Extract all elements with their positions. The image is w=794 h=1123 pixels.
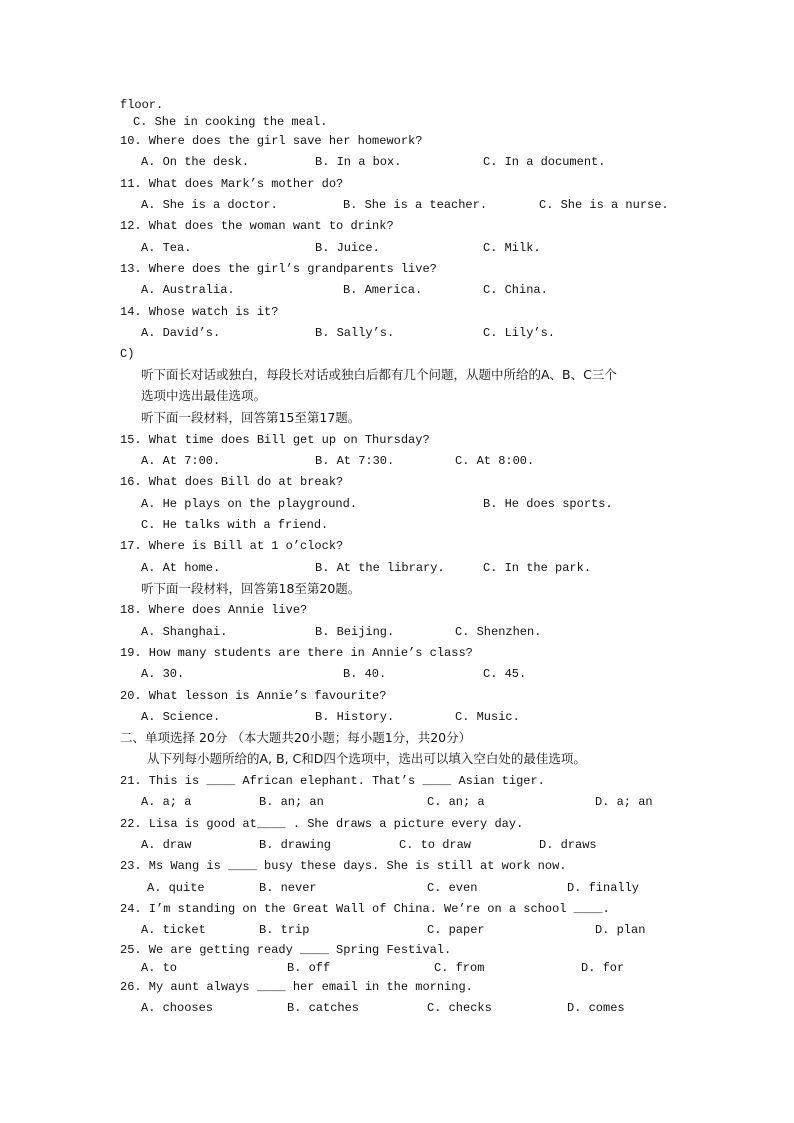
section-label: C): [120, 347, 135, 361]
question-15: 15. What time does Bill get up on Thursday?: [120, 433, 430, 447]
option-c: C. from: [434, 961, 485, 975]
option-c: C. an; a: [427, 795, 485, 809]
option-c: C. In the park.: [483, 561, 592, 575]
question-24: 24. I’m standing on the Great Wall of China. We’re on a school ____.: [120, 902, 610, 916]
option-b: B. In a box.: [315, 155, 402, 169]
option-c: C. At 8:00.: [455, 454, 535, 468]
option-c: C. paper: [427, 923, 485, 937]
option-a: A. He plays on the playground.: [141, 497, 358, 511]
option-c: C. Music.: [455, 710, 520, 724]
question-22: 22. Lisa is good at____ . She draws a picture every day.: [120, 817, 524, 831]
option-c: C. even: [427, 881, 478, 895]
option-a: A. draw: [141, 838, 192, 852]
question-25: 25. We are getting ready ____ Spring Festival.: [120, 943, 452, 957]
question-21: 21. This is ____ African elephant. That’s ____ Asian tiger.: [120, 774, 545, 788]
option-c: C. Shenzhen.: [455, 625, 542, 639]
option-b: B. At the library.: [315, 561, 445, 575]
option-c: C. Milk.: [483, 241, 541, 255]
part-instruction: 从下列每小题所给的A, B, C和D四个选项中，选出可以填入空白处的最佳选项。: [147, 751, 586, 766]
option-b: B. He does sports.: [483, 497, 613, 511]
option-d: D. comes: [567, 1001, 625, 1015]
option-c: C. checks: [427, 1001, 492, 1015]
option-b: B. She is a teacher.: [343, 198, 488, 212]
option-c: C. 45.: [483, 667, 527, 681]
option-c: C. to draw: [399, 838, 472, 852]
option-a: A. chooses: [141, 1001, 214, 1015]
question-10: 10. Where does the girl save her homework?: [120, 134, 423, 148]
option-b: B. 40.: [343, 667, 387, 681]
option-c: C. He talks with a friend.: [141, 518, 329, 532]
option-a: A. At 7:00.: [141, 454, 221, 468]
option-d: D. plan: [595, 923, 646, 937]
question-19: 19. How many students are there in Annie’s class?: [120, 646, 473, 660]
option-a: A. Australia.: [141, 283, 235, 297]
option-b: B. trip: [259, 923, 310, 937]
option-b: B. drawing: [259, 838, 332, 852]
question-26: 26. My aunt always ____ her email in the morning.: [120, 980, 473, 994]
option-b: B. At 7:30.: [315, 454, 395, 468]
question-20: 20. What lesson is Annie’s favourite?: [120, 689, 387, 703]
option-c: C. She in cooking the meal.: [133, 115, 328, 129]
part-heading: 二、单项选择 20分 （本大题共20小题；每小题1分，共20分）: [120, 730, 472, 745]
option-a: A. ticket: [141, 923, 206, 937]
section-instruction: 听下面长对话或独白，每段长对话或独白后都有几个问题，从题中所给的A、B、C三个: [141, 367, 617, 382]
option-b: B. never: [259, 881, 317, 895]
option-c: C. China.: [483, 283, 548, 297]
text-line: floor.: [120, 98, 164, 112]
option-b: B. Beijing.: [315, 625, 395, 639]
option-d: D. draws: [539, 838, 597, 852]
option-b: B. Sally’s.: [315, 326, 395, 340]
section-instruction: 听下面一段材料，回答第18至第20题。: [141, 581, 361, 596]
option-b: B. Juice.: [315, 241, 380, 255]
question-18: 18. Where does Annie live?: [120, 603, 308, 617]
option-a: A. 30.: [141, 667, 185, 681]
question-16: 16. What does Bill do at break?: [120, 475, 344, 489]
section-instruction: 选项中选出最佳选项。: [141, 388, 267, 403]
option-c: C. Lily’s.: [483, 326, 556, 340]
option-b: B. catches: [287, 1001, 360, 1015]
option-a: A. She is a doctor.: [141, 198, 278, 212]
option-a: A. Tea.: [141, 241, 192, 255]
question-11: 11. What does Mark’s mother do?: [120, 177, 344, 191]
option-b: B. off: [287, 961, 331, 975]
option-a: A. Shanghai.: [141, 625, 228, 639]
question-23: 23. Ms Wang is ____ busy these days. She is still at work now.: [120, 859, 567, 873]
question-17: 17. Where is Bill at 1 o’clock?: [120, 539, 344, 553]
option-b: B. an; an: [259, 795, 324, 809]
option-a: A. On the desk.: [141, 155, 250, 169]
question-12: 12. What does the woman want to drink?: [120, 219, 394, 233]
question-14: 14. Whose watch is it?: [120, 305, 279, 319]
option-a: A. David’s.: [141, 326, 221, 340]
option-d: D. for: [581, 961, 625, 975]
option-a: A. At home.: [141, 561, 221, 575]
question-13: 13. Where does the girl’s grandparents live?: [120, 262, 437, 276]
option-d: D. finally: [567, 881, 640, 895]
section-instruction: 听下面一段材料，回答第15至第17题。: [141, 410, 361, 425]
option-b: B. America.: [343, 283, 423, 297]
option-d: D. a; an: [595, 795, 653, 809]
option-b: B. History.: [315, 710, 395, 724]
option-a: A. to: [141, 961, 178, 975]
option-a: A. Science.: [141, 710, 221, 724]
option-c: C. In a document.: [483, 155, 606, 169]
option-a: A. a; a: [141, 795, 192, 809]
option-a: A. quite: [147, 881, 205, 895]
option-c: C. She is a nurse.: [539, 198, 669, 212]
